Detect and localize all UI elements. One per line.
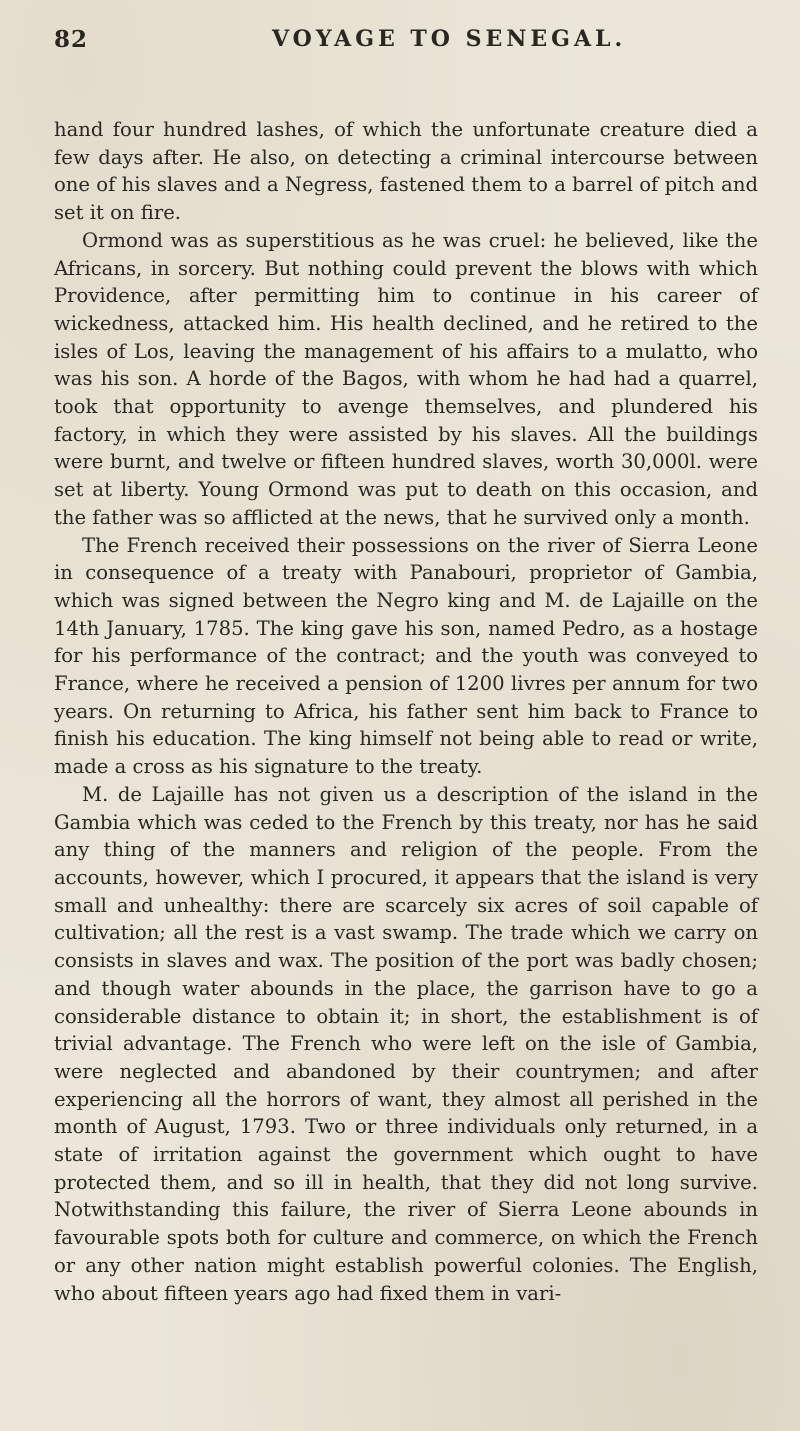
page-number: 82 [54, 26, 89, 53]
paragraph: M. de Lajaille has not given us a description of the island in the Gambia which was ceded to the French by this treaty, nor has he said any thing of the manners and religion of the people. From the accounts, however, which I procured, it appears that the island is very small and unhealthy: there are scarcely six acres of soil capable of cultivation; all the rest is a vast swamp. The trade which we carry on consists in slaves and wax. The position of the port was badly chosen; and though water abounds in the place, the garrison have to go a considerable distance to obtain it; in short, the establishment is of trivial advantage. The French who were left on the isle of Gambia, were neglected and abandoned by their countrymen; and after experiencing all the horrors of want, they almost all perished in the month of August, 1793. Two or three individuals only returned, in a state of irritation against the government which ought to have protected them, and so ill in health, that they did not long survive. Notwithstanding this failure, the river of Sierra Leone abounds in favourable spots both for culture and commerce, on which the French or any other nation might establish powerful colonies. The English, who about fifteen years ago had fixed them in vari- [54, 782, 758, 1305]
paragraph: hand four hundred lashes, of which the unfortunate creature died a few days after. He also, on detecting a criminal intercourse between one of his slaves and a Negress, fastened them to a barrel of pitch and set it on fire. [54, 118, 758, 225]
paragraph: The French received their possessions on the river of Sierra Leone in consequence of a treaty with Panabouri, proprietor of Gambia, which was signed between the Negro king and M. de Lajaille on the 14th January, 1785. The king gave his son, named Pedro, as a hostage for his performance of the contract; and the youth was conveyed to France, where he received a pension of 1200 livres per annum for two years. On returning to Africa, his father sent him back to France to finish his education. The king himself not being able to read or write, made a cross as his signature to the treaty. [54, 533, 758, 779]
paragraph: Ormond was as superstitious as he was cruel: he believed, like the Africans, in sorcery. But nothing could prevent the blows with which Providence, after permitting him to continue in his career of wickedness, attacked him. His health declined, and he retired to the isles of Los, leaving the management of his affairs to a mulatto, who was his son. A horde of the Bagos, with whom he had had a quarrel, took that opportunity to avenge themselves, and plundered his factory, in which they were assisted by his slaves. All the buildings were burnt, and twelve or fifteen hundred slaves, worth 30,000l. were set at liberty. Young Ormond was put to death on this occasion, and the father was so afflicted at the news, that he survived only a month. [54, 228, 758, 529]
body-text [54, 116, 758, 1307]
running-head: VOYAGE TO SENEGAL. [272, 26, 627, 52]
page-header [54, 26, 758, 70]
